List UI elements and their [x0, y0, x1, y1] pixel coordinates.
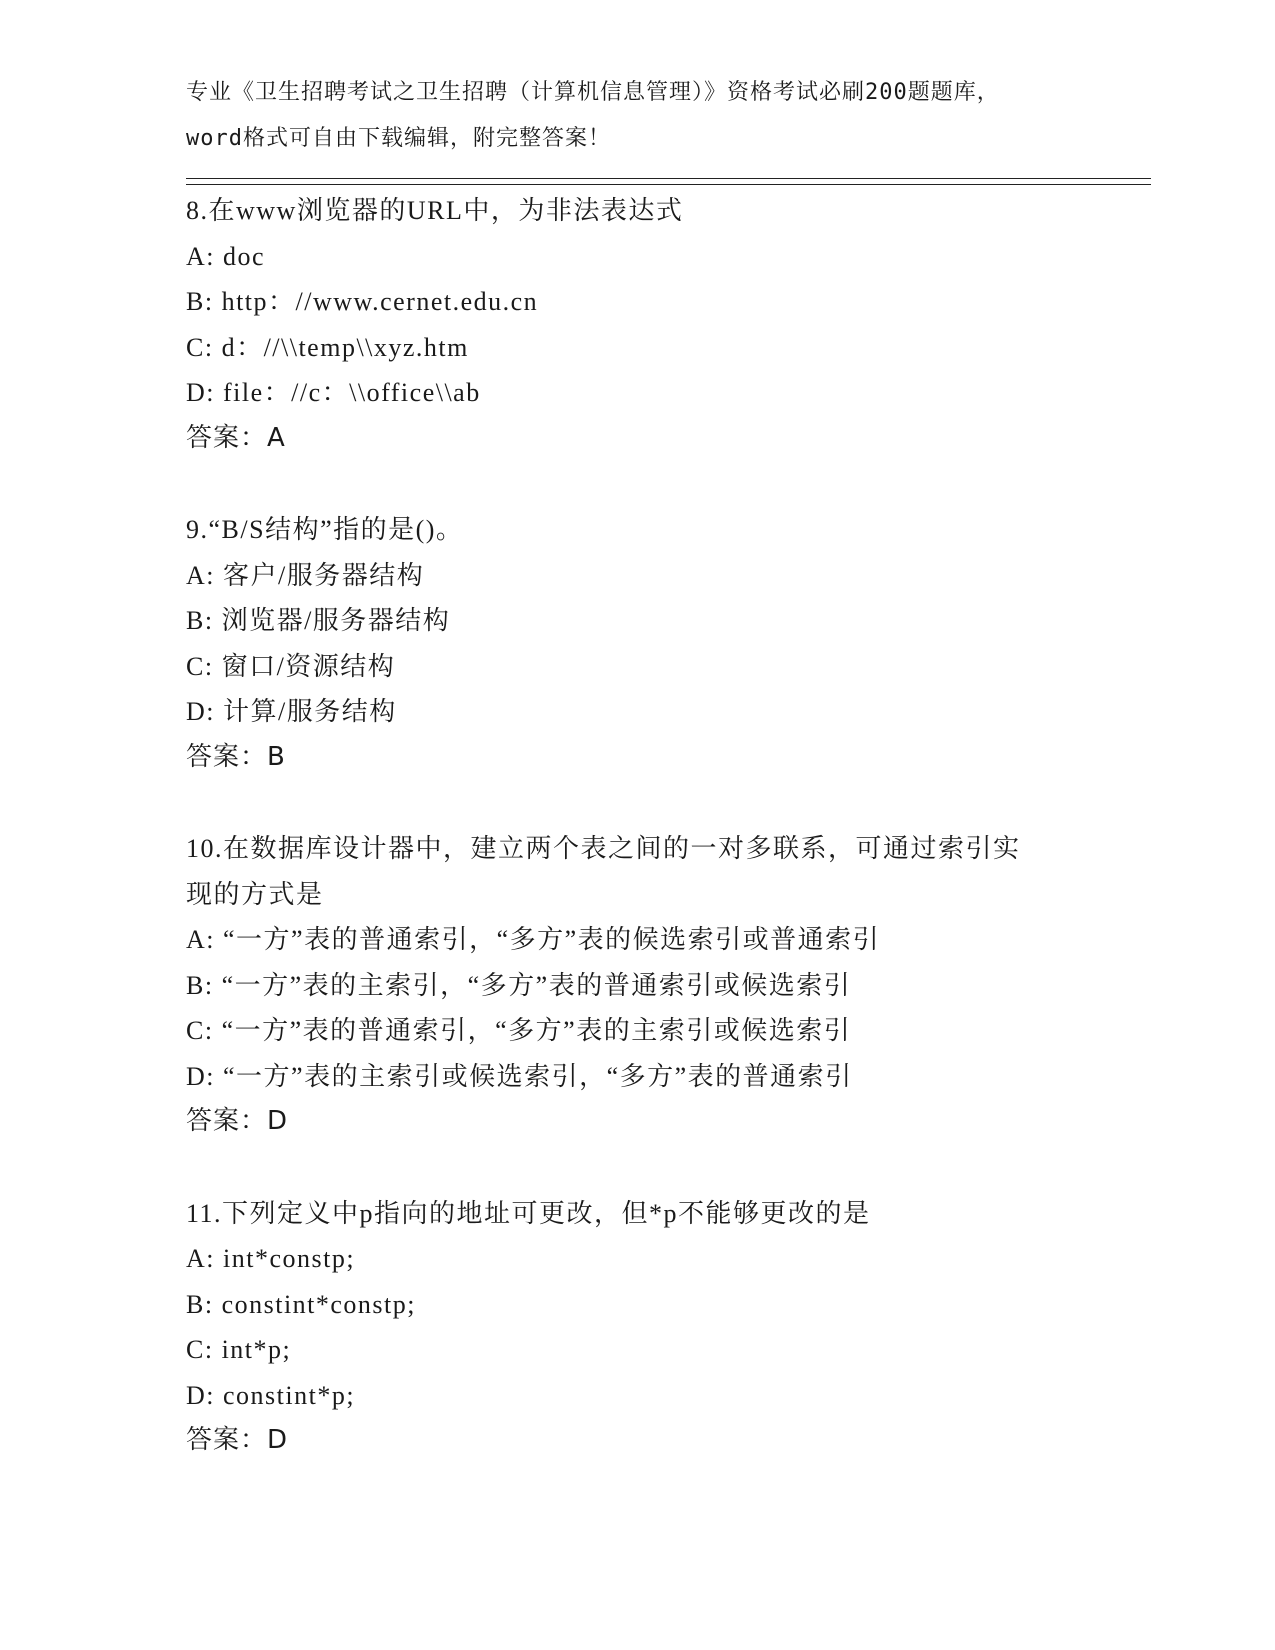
header-divider-bottom [186, 184, 1151, 185]
header-line-2: word格式可自由下载编辑，附完整答案！ [186, 125, 611, 151]
option-c: C: int*p; [186, 1335, 292, 1364]
option-a: A: “一方”表的普通索引，“多方”表的候选索引或普通索引 [186, 925, 881, 954]
option-c: C: 窗口/资源结构 [186, 651, 396, 681]
question-stem: 11.下列定义中p指向的地址可更改，但*p不能够更改的是 [186, 1198, 871, 1228]
header-divider-top [186, 178, 1151, 179]
answer-label: 答案：D [186, 1425, 289, 1455]
option-d: D: 计算/服务结构 [186, 697, 397, 726]
option-c: C: “一方”表的普通索引，“多方”表的主索引或候选索引 [186, 1016, 852, 1045]
document-header [186, 70, 1086, 161]
option-a: A: int*constp; [186, 1244, 356, 1273]
option-a: A: doc [186, 241, 266, 271]
option-b: B: http：//www.cernet.edu.cn [186, 287, 539, 316]
question-11 [186, 1191, 1166, 1464]
question-10 [186, 826, 1166, 1145]
answer-label: 答案：B [186, 741, 286, 772]
answer-label: 答案：A [186, 422, 286, 453]
option-d: D: constint*p; [186, 1380, 356, 1410]
option-b: B: “一方”表的主索引，“多方”表的普通索引或候选索引 [186, 970, 852, 1000]
option-d: D: file：//c：\\office\\ab [186, 378, 481, 407]
question-stem: 9.“B/S结构”指的是()。 [186, 515, 464, 544]
question-list [186, 188, 1166, 1510]
option-d: D: “一方”表的主索引或候选索引，“多方”表的普通索引 [186, 1061, 853, 1091]
question-8 [186, 188, 1166, 461]
option-b: B: constint*constp; [186, 1289, 416, 1319]
question-9 [186, 507, 1166, 780]
question-stem: 8.在www浏览器的URL中，为非法表达式 [186, 196, 684, 225]
option-a: A: 客户/服务器结构 [186, 560, 425, 590]
option-b: B: 浏览器/服务器结构 [186, 606, 451, 635]
question-stem-line-2: 现的方式是 [186, 879, 324, 909]
option-c: C: d：//\\temp\\xyz.htm [186, 332, 469, 362]
header-line-1: 专业《卫生招聘考试之卫生招聘（计算机信息管理）》资格考试必刷200题题库， [186, 80, 1000, 105]
question-stem-line-1: 10.在数据库设计器中，建立两个表之间的一对多联系，可通过索引实 [186, 834, 1021, 863]
answer-label: 答案：D [186, 1106, 289, 1136]
